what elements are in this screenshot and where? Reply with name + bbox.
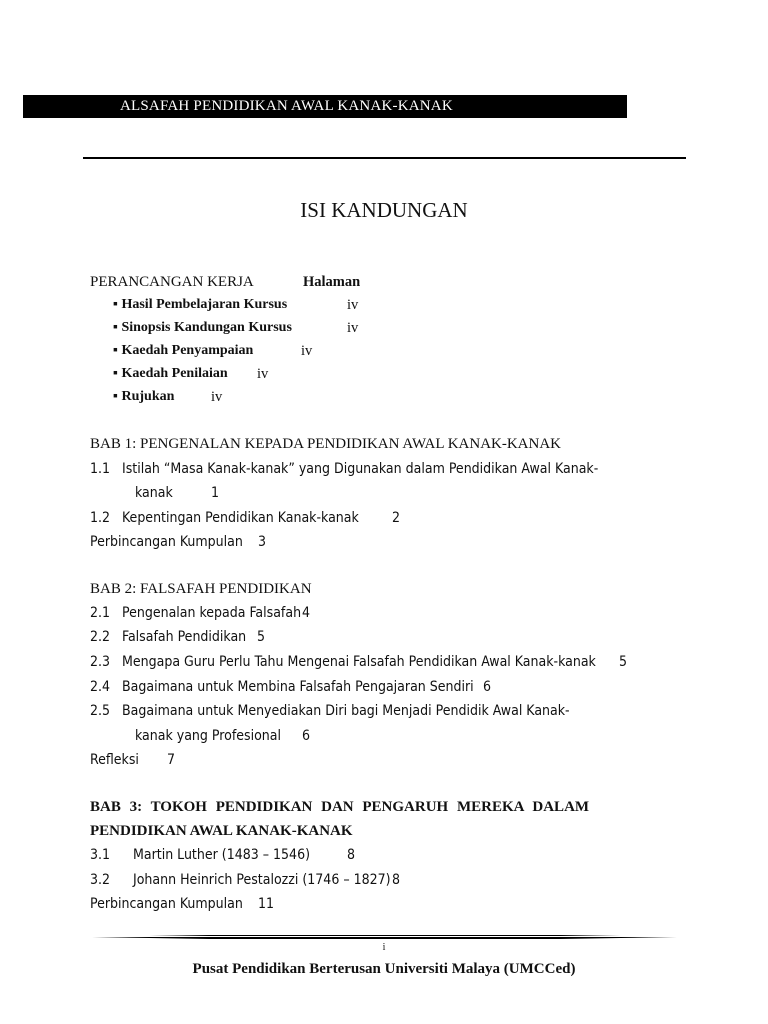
item-label: Rujukan xyxy=(121,389,175,404)
list-item[interactable]: ▪ Hasil Pembelajaran Kursus xyxy=(113,297,288,312)
toc-entry[interactable]: Falsafah Pendidikan xyxy=(122,629,247,645)
toc-page: 4 xyxy=(302,605,311,621)
item-page: iv xyxy=(257,366,269,382)
top-rule xyxy=(83,157,686,159)
toc-entry[interactable]: Bagaimana untuk Membina Falsafah Pengajaran Sendiri xyxy=(122,679,474,695)
toc-page: 3 xyxy=(258,534,267,550)
toc-page: 8 xyxy=(392,872,401,888)
toc-entry-continued[interactable]: kanak yang Profesional xyxy=(135,728,281,744)
item-label: Hasil Pembelajaran Kursus xyxy=(121,297,288,312)
toc-number: 1.1 xyxy=(90,461,111,477)
toc-entry-continued[interactable]: kanak xyxy=(135,485,173,501)
toc-page: 6 xyxy=(483,679,492,695)
item-page: iv xyxy=(301,343,313,359)
toc-number: 2.5 xyxy=(90,703,111,719)
toc-page: 2 xyxy=(392,510,401,526)
bab3-heading-continued: PENDIDIKAN AWAL KANAK-KANAK xyxy=(90,823,353,839)
toc-page: 5 xyxy=(257,629,266,645)
toc-page: 11 xyxy=(258,896,275,912)
toc-page: 5 xyxy=(619,654,628,670)
toc-entry[interactable]: Kepentingan Pendidikan Kanak-kanak xyxy=(122,510,359,526)
item-label: Kaedah Penyampaian xyxy=(121,343,254,358)
item-label: Sinopsis Kandungan Kursus xyxy=(121,320,292,335)
header-title: ALSAFAH PENDIDIKAN AWAL KANAK-KANAK xyxy=(120,98,453,114)
toc-entry[interactable]: Mengapa Guru Perlu Tahu Mengenai Falsafah Pendidikan Awal Kanak-kanak xyxy=(122,654,596,670)
toc-entry[interactable]: Refleksi xyxy=(90,752,139,768)
page-number: i xyxy=(382,942,386,953)
toc-number: 2.3 xyxy=(90,654,111,670)
toc-number: 2.1 xyxy=(90,605,111,621)
list-item[interactable]: ▪ Rujukan xyxy=(113,389,175,404)
toc-entry[interactable]: Perbincangan Kumpulan xyxy=(90,534,243,550)
list-item[interactable]: ▪ Kaedah Penilaian xyxy=(113,366,228,381)
perancangan-heading: PERANCANGAN KERJA xyxy=(90,274,254,290)
list-item[interactable]: ▪ Kaedah Penyampaian xyxy=(113,343,254,358)
toc-entry[interactable]: Bagaimana untuk Menyediakan Diri bagi Menjadi Pendidik Awal Kanak- xyxy=(122,703,570,719)
bab1-heading: BAB 1: PENGENALAN KEPADA PENDIDIKAN AWAL KANAK-KANAK xyxy=(90,436,562,452)
toc-page: 8 xyxy=(347,847,356,863)
item-page: iv xyxy=(347,297,359,313)
toc-page: 7 xyxy=(167,752,176,768)
toc-entry[interactable]: Istilah “Masa Kanak-kanak” yang Digunakan dalam Pendidikan Awal Kanak- xyxy=(122,461,599,477)
toc-number: 1.2 xyxy=(90,510,111,526)
item-label: Kaedah Penilaian xyxy=(121,366,228,381)
toc-entry[interactable]: Perbincangan Kumpulan xyxy=(90,896,243,912)
item-page: iv xyxy=(347,320,359,336)
toc-entry[interactable]: Martin Luther (1483 – 1546) xyxy=(133,847,310,863)
list-item[interactable]: ▪ Sinopsis Kandungan Kursus xyxy=(113,320,292,335)
toc-page: 1 xyxy=(211,485,220,501)
toc-entry[interactable]: Pengenalan kepada Falsafah xyxy=(122,605,302,621)
toc-entry[interactable]: Johann Heinrich Pestalozzi (1746 – 1827) xyxy=(133,872,391,888)
toc-number: 2.2 xyxy=(90,629,111,645)
footer-text: Pusat Pendidikan Berterusan Universiti Malaya (UMCCed) xyxy=(192,961,576,977)
page-title: ISI KANDUNGAN xyxy=(300,198,468,222)
toc-number: 2.4 xyxy=(90,679,111,695)
halaman-label: Halaman xyxy=(303,274,361,290)
bab2-heading: BAB 2: FALSAFAH PENDIDIKAN xyxy=(90,581,312,597)
toc-number: 3.1 xyxy=(90,847,111,863)
bab3-heading: BAB 3: TOKOH PENDIDIKAN DAN PENGARUH MEREKA DALAM xyxy=(90,799,590,815)
toc-page: 6 xyxy=(302,728,311,744)
item-page: iv xyxy=(211,389,223,405)
footer-rule xyxy=(92,935,677,939)
toc-number: 3.2 xyxy=(90,872,111,888)
